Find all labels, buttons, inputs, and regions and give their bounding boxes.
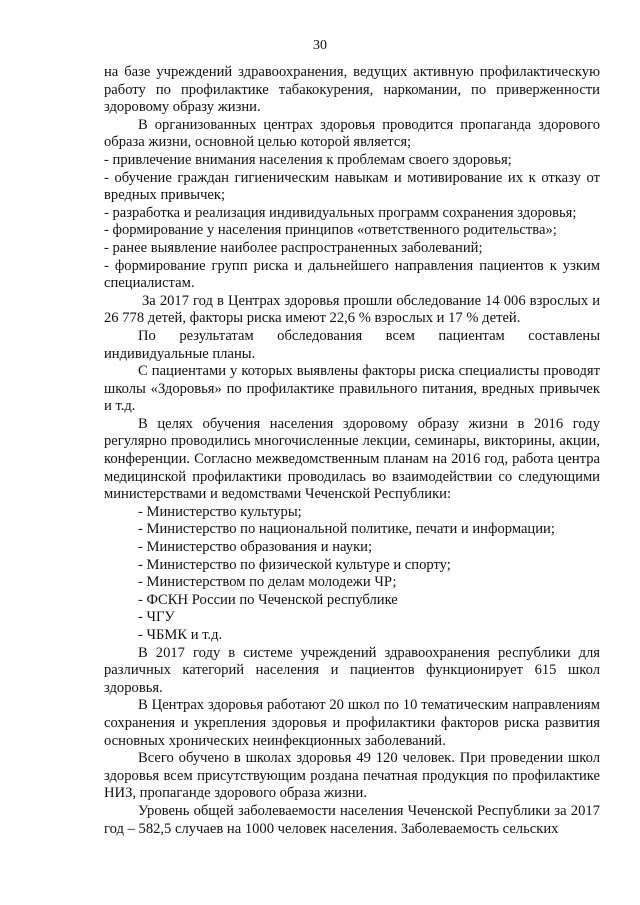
- ministry-list-item: - ЧБМК и т.д.: [138, 627, 223, 643]
- dash-list-item: - формирование у населения принципов «ответственного родительства»;: [104, 222, 557, 239]
- dash-list-item: - разработка и реализация индивидуальных программ сохранения здоровья;: [104, 204, 577, 221]
- paragraph: Всего обучено в школах здоровья 49 120 человек. При проведении школ здоровья всем присутствующим роздана печатная продукция по профилактике НИЗ, пропаганде здорового образа жизни.: [104, 750, 600, 802]
- paragraph: В целях обучения населения здоровому образу жизни в 2016 году регулярно проводились многочисленные лекции, семинары, викторины, акции, конференции. Согласно межведомственным планам на 2016 год, работа центра медицинской профилактики проводилась во взаимодействии со следующими министерствами и ведомствами Чеченской Республики:: [104, 415, 600, 503]
- dash-list-item: - привлечение внимания населения к проблемам своего здоровья;: [104, 151, 512, 168]
- paragraph: С пациентами у которых выявлены факторы риска специалисты проводят школы «Здоровья» по профилактике правильного питания, вредных привычек и т.д.: [104, 363, 600, 415]
- ministry-list-item: - Министерством по делам молодежи ЧР;: [138, 574, 397, 591]
- ministry-list-item: - Министерство образования и науки;: [138, 539, 373, 556]
- paragraph: Уровень общей заболеваемости населения Чеченской Республики за 2017 год – 582,5 случаев на 1000 человек населения. Заболеваемость сельских: [104, 802, 600, 837]
- page-number: 30: [313, 38, 327, 53]
- paragraph: За 2017 год в Центрах здоровья прошли обследование 14 006 взрослых и 26 778 детей, факторы риска имеют 22,6 % взрослых и 17 % детей.: [104, 292, 600, 327]
- paragraph: В организованных центрах здоровья проводится пропаганда здорового образа жизни, основной целью которой является;: [104, 116, 600, 151]
- dash-list-item: - ранее выявление наиболее распространенных заболеваний;: [104, 239, 483, 256]
- ministry-list-item: - Министерство культуры;: [138, 503, 302, 520]
- dash-list-item: - формирование групп риска и дальнейшего направления пациентов к узким специалистам.: [104, 257, 600, 292]
- body-text: [104, 64, 600, 838]
- paragraph: В 2017 году в системе учреждений здравоохранения республики для различных категорий населения и пациентов функционирует 615 школ здоровья.: [104, 644, 600, 696]
- dash-list-item: - обучение граждан гигиеническим навыкам и мотивирование их к отказу от вредных привычек;: [104, 169, 600, 204]
- ministry-list-item: - ЧГУ: [138, 609, 175, 626]
- paragraph: на базе учреждений здравоохранения, ведущих активную профилактическую работу по профилактике табакокурения, наркомании, по приверженности здоровому образу жизни.: [104, 64, 600, 116]
- paragraph: В Центрах здоровья работают 20 школ по 10 тематическим направлениям сохранения и укрепления здоровья и профилактики факторов риска развития основных хронических неинфекционных заболеваний.: [104, 697, 600, 749]
- ministry-list-item: - Министерство по национальной политике, печати и информации;: [138, 521, 555, 538]
- paragraph: По результатам обследования всем пациентам составлены индивидуальные планы.: [104, 327, 600, 362]
- ministry-list-item: - ФСКН России по Чеченской республике: [138, 591, 398, 608]
- ministry-list-item: - Министерство по физической культуре и спорту;: [138, 556, 451, 573]
